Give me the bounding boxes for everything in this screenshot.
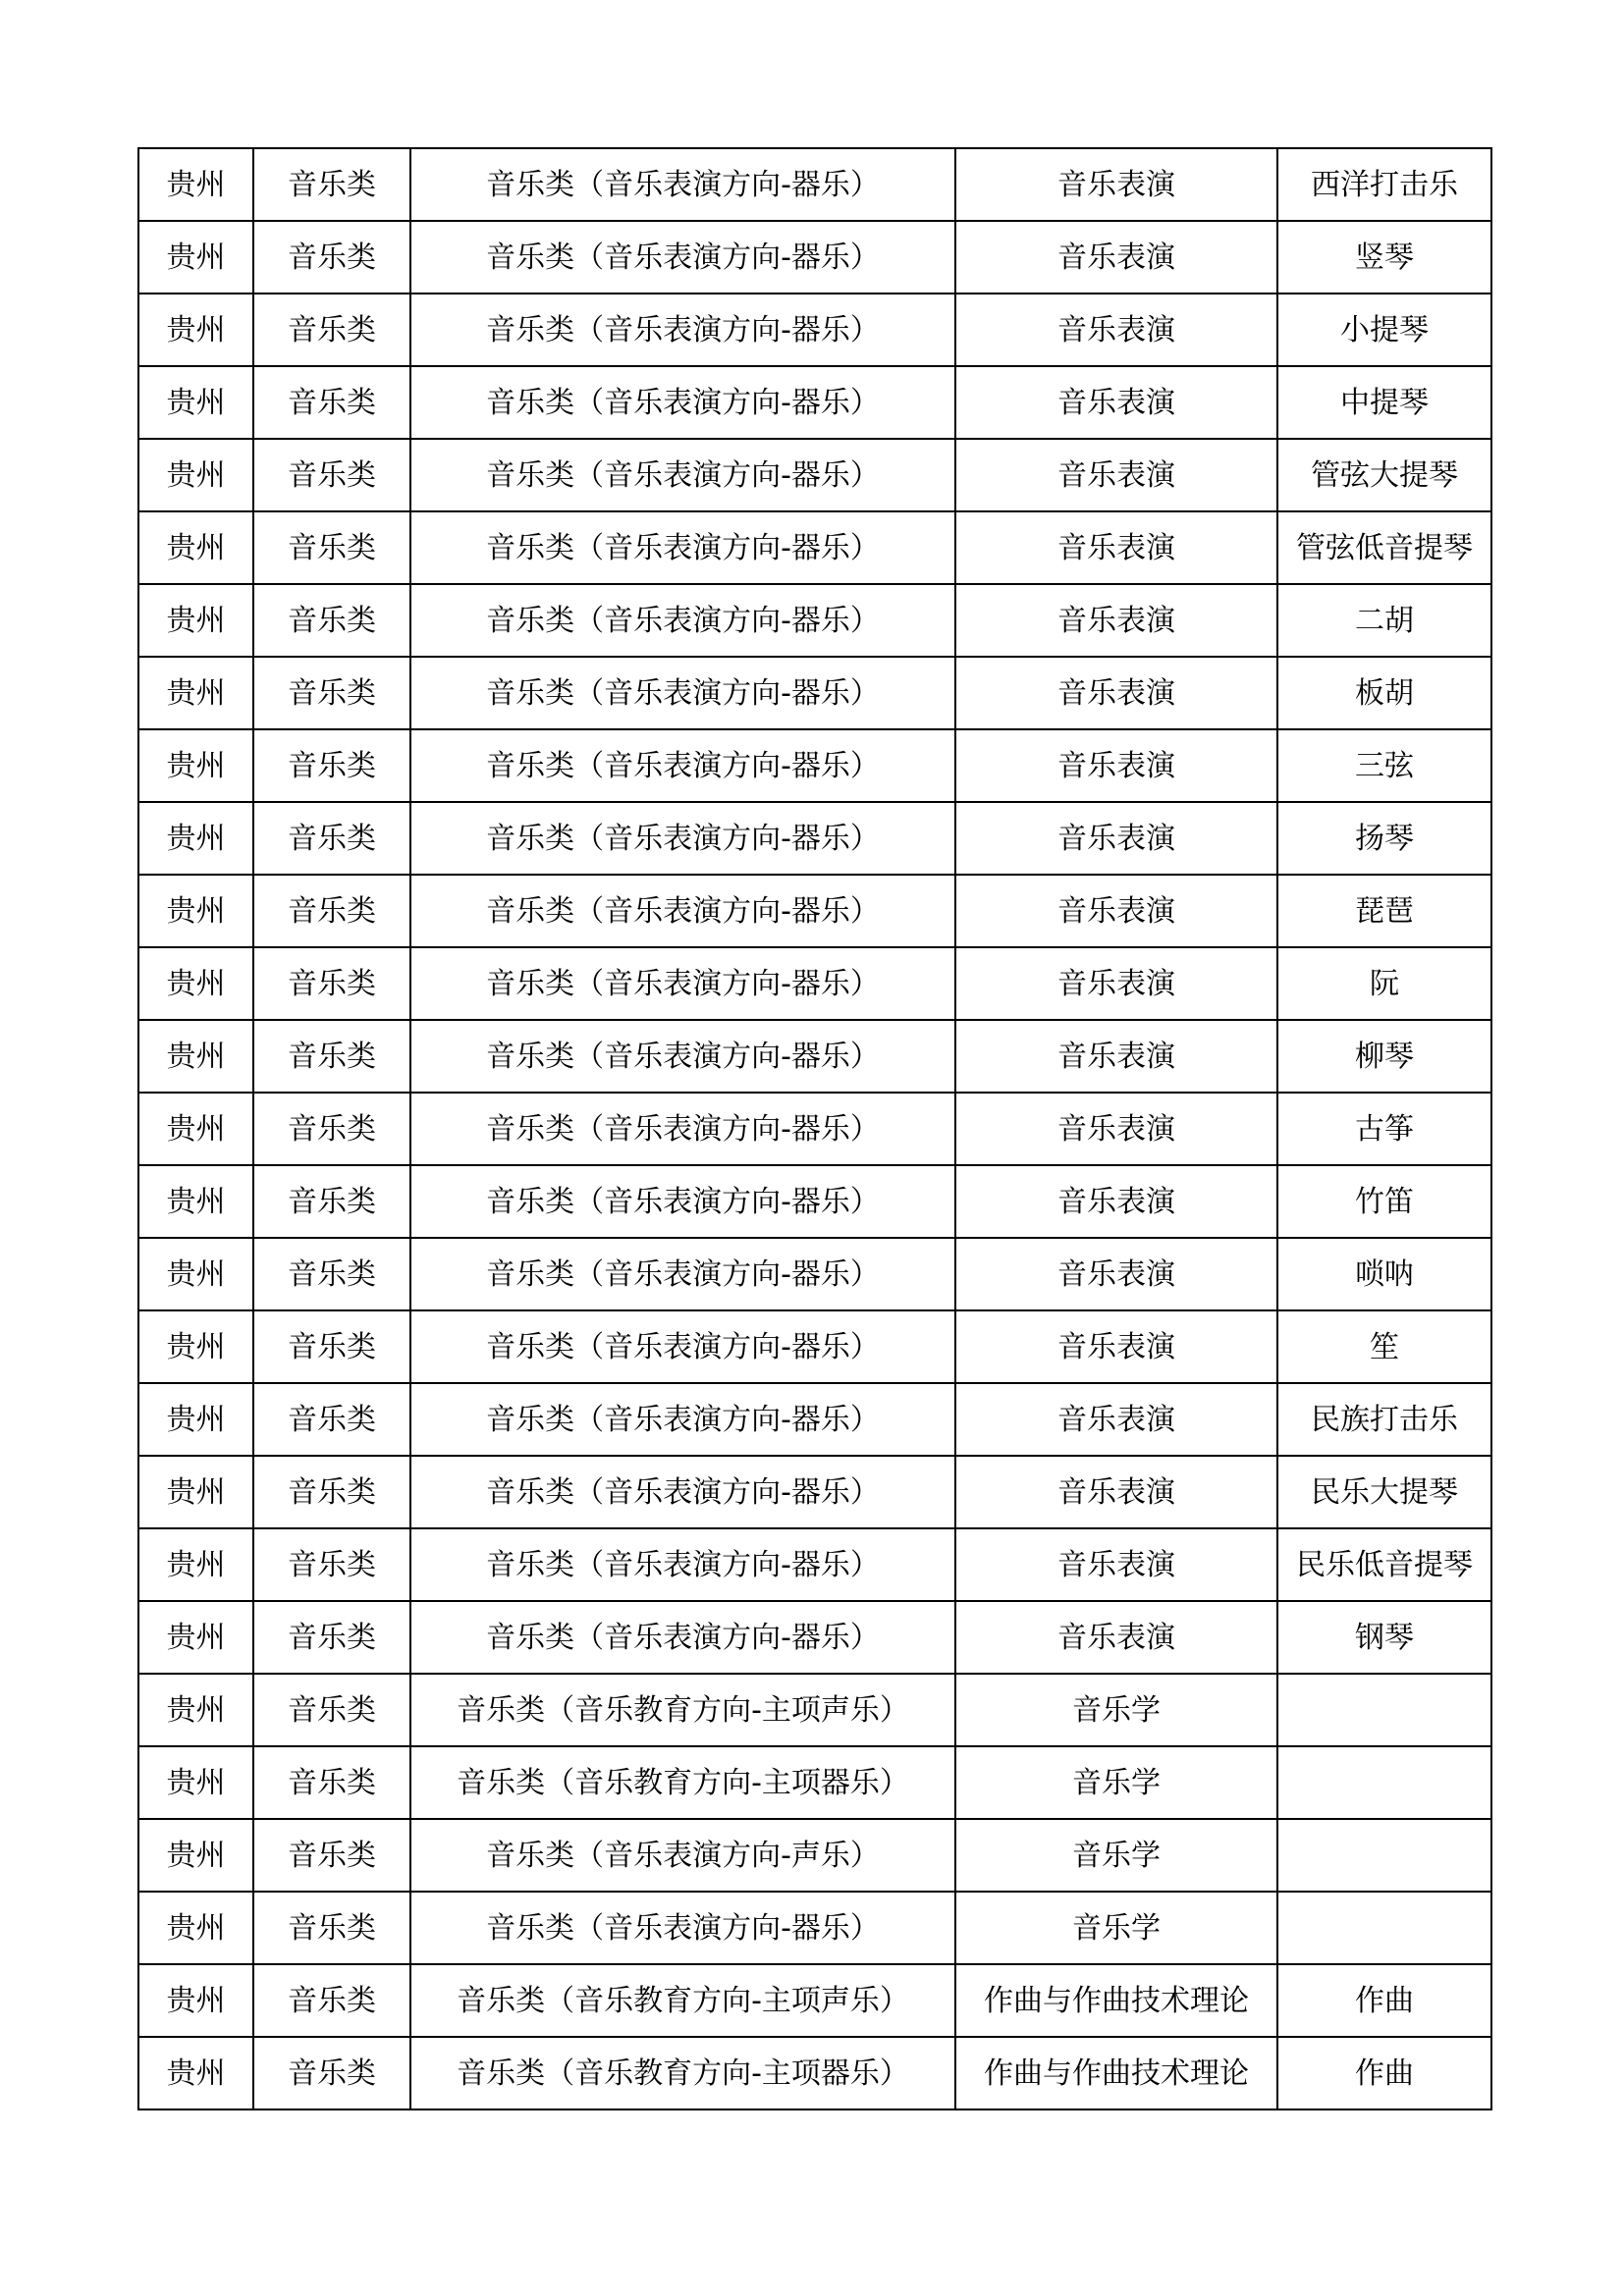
table-row <box>138 1456 1491 1528</box>
category-cell: 音乐类 <box>253 1746 410 1819</box>
table-row <box>138 1238 1491 1310</box>
table-row <box>138 1819 1491 1892</box>
major-cell: 音乐学 <box>955 1746 1277 1819</box>
exam-type-cell: 音乐类（音乐表演方向-器乐） <box>410 511 955 584</box>
table-row <box>138 294 1491 366</box>
province-cell: 贵州 <box>138 1238 253 1310</box>
table-row <box>138 1528 1491 1601</box>
province-cell: 贵州 <box>138 1674 253 1746</box>
exam-type-cell: 音乐类（音乐表演方向-器乐） <box>410 1601 955 1674</box>
major-cell: 音乐表演 <box>955 1601 1277 1674</box>
direction-cell: 民乐大提琴 <box>1277 1456 1491 1528</box>
exam-type-cell: 音乐类（音乐表演方向-器乐） <box>410 1093 955 1165</box>
province-cell: 贵州 <box>138 947 253 1020</box>
exam-type-cell: 音乐类（音乐教育方向-主项器乐） <box>410 1746 955 1819</box>
major-cell: 音乐表演 <box>955 511 1277 584</box>
major-cell: 音乐表演 <box>955 729 1277 802</box>
direction-cell: 民族打击乐 <box>1277 1383 1491 1456</box>
major-cell: 音乐学 <box>955 1674 1277 1746</box>
province-cell: 贵州 <box>138 1819 253 1892</box>
direction-cell <box>1277 1892 1491 1964</box>
direction-cell: 管弦低音提琴 <box>1277 511 1491 584</box>
major-cell: 音乐表演 <box>955 294 1277 366</box>
exam-type-cell: 音乐类（音乐表演方向-器乐） <box>410 1383 955 1456</box>
table-row <box>138 1383 1491 1456</box>
direction-cell: 笙 <box>1277 1310 1491 1383</box>
table-row <box>138 221 1491 294</box>
table-row <box>138 511 1491 584</box>
province-cell: 贵州 <box>138 875 253 947</box>
exam-type-cell: 音乐类（音乐表演方向-器乐） <box>410 221 955 294</box>
province-cell: 贵州 <box>138 657 253 729</box>
direction-cell: 小提琴 <box>1277 294 1491 366</box>
direction-cell: 民乐低音提琴 <box>1277 1528 1491 1601</box>
table-row <box>138 657 1491 729</box>
major-cell: 音乐学 <box>955 1892 1277 1964</box>
province-cell: 贵州 <box>138 1892 253 1964</box>
major-cell: 音乐表演 <box>955 657 1277 729</box>
major-cell: 作曲与作曲技术理论 <box>955 1964 1277 2037</box>
direction-cell: 西洋打击乐 <box>1277 148 1491 221</box>
category-cell: 音乐类 <box>253 875 410 947</box>
exam-type-cell: 音乐类（音乐表演方向-器乐） <box>410 657 955 729</box>
major-cell: 音乐表演 <box>955 366 1277 439</box>
direction-cell <box>1277 1819 1491 1892</box>
major-cell: 音乐表演 <box>955 1383 1277 1456</box>
direction-cell: 中提琴 <box>1277 366 1491 439</box>
table-row <box>138 1093 1491 1165</box>
category-cell: 音乐类 <box>253 657 410 729</box>
table-row <box>138 1020 1491 1093</box>
exam-type-cell: 音乐类（音乐表演方向-器乐） <box>410 294 955 366</box>
direction-cell: 钢琴 <box>1277 1601 1491 1674</box>
major-cell: 音乐表演 <box>955 875 1277 947</box>
exam-type-cell: 音乐类（音乐表演方向-器乐） <box>410 366 955 439</box>
province-cell: 贵州 <box>138 802 253 875</box>
category-cell: 音乐类 <box>253 947 410 1020</box>
province-cell: 贵州 <box>138 1165 253 1238</box>
category-cell: 音乐类 <box>253 1601 410 1674</box>
province-cell: 贵州 <box>138 729 253 802</box>
direction-cell: 三弦 <box>1277 729 1491 802</box>
direction-cell: 板胡 <box>1277 657 1491 729</box>
category-cell: 音乐类 <box>253 221 410 294</box>
major-cell: 音乐表演 <box>955 1020 1277 1093</box>
table-row <box>138 1601 1491 1674</box>
exam-type-cell: 音乐类（音乐表演方向-器乐） <box>410 1165 955 1238</box>
exam-type-cell: 音乐类（音乐表演方向-器乐） <box>410 1456 955 1528</box>
category-cell: 音乐类 <box>253 1093 410 1165</box>
major-cell: 音乐表演 <box>955 947 1277 1020</box>
category-cell: 音乐类 <box>253 1819 410 1892</box>
major-cell: 音乐表演 <box>955 221 1277 294</box>
table-row <box>138 1674 1491 1746</box>
category-cell: 音乐类 <box>253 1383 410 1456</box>
exam-type-cell: 音乐类（音乐表演方向-器乐） <box>410 802 955 875</box>
category-cell: 音乐类 <box>253 1238 410 1310</box>
category-cell: 音乐类 <box>253 294 410 366</box>
exam-type-cell: 音乐类（音乐表演方向-器乐） <box>410 148 955 221</box>
direction-cell: 作曲 <box>1277 2037 1491 2109</box>
direction-cell: 扬琴 <box>1277 802 1491 875</box>
exam-type-cell: 音乐类（音乐表演方向-器乐） <box>410 947 955 1020</box>
category-cell: 音乐类 <box>253 366 410 439</box>
table-row <box>138 729 1491 802</box>
category-cell: 音乐类 <box>253 1892 410 1964</box>
table-row <box>138 1892 1491 1964</box>
major-cell: 音乐表演 <box>955 148 1277 221</box>
table-row <box>138 1165 1491 1238</box>
exam-type-cell: 音乐类（音乐表演方向-器乐） <box>410 729 955 802</box>
direction-cell <box>1277 1674 1491 1746</box>
category-cell: 音乐类 <box>253 511 410 584</box>
province-cell: 贵州 <box>138 1746 253 1819</box>
major-cell: 作曲与作曲技术理论 <box>955 2037 1277 2109</box>
province-cell: 贵州 <box>138 1093 253 1165</box>
table-row <box>138 1310 1491 1383</box>
direction-cell: 竖琴 <box>1277 221 1491 294</box>
direction-cell: 竹笛 <box>1277 1165 1491 1238</box>
province-cell: 贵州 <box>138 584 253 657</box>
category-cell: 音乐类 <box>253 1964 410 2037</box>
major-cell: 音乐表演 <box>955 1238 1277 1310</box>
direction-cell: 古筝 <box>1277 1093 1491 1165</box>
exam-type-cell: 音乐类（音乐表演方向-器乐） <box>410 439 955 511</box>
table-row <box>138 875 1491 947</box>
category-cell: 音乐类 <box>253 1020 410 1093</box>
province-cell: 贵州 <box>138 148 253 221</box>
province-cell: 贵州 <box>138 1528 253 1601</box>
category-cell: 音乐类 <box>253 439 410 511</box>
province-cell: 贵州 <box>138 1383 253 1456</box>
direction-cell: 阮 <box>1277 947 1491 1020</box>
category-cell: 音乐类 <box>253 729 410 802</box>
major-cell: 音乐表演 <box>955 1456 1277 1528</box>
exam-type-cell: 音乐类（音乐表演方向-器乐） <box>410 1310 955 1383</box>
table-row <box>138 947 1491 1020</box>
direction-cell: 作曲 <box>1277 1964 1491 2037</box>
table-row <box>138 366 1491 439</box>
table-row <box>138 2037 1491 2109</box>
major-cell: 音乐表演 <box>955 1165 1277 1238</box>
province-cell: 贵州 <box>138 1601 253 1674</box>
category-cell: 音乐类 <box>253 1674 410 1746</box>
category-cell: 音乐类 <box>253 148 410 221</box>
category-cell: 音乐类 <box>253 1456 410 1528</box>
province-cell: 贵州 <box>138 1310 253 1383</box>
exam-type-cell: 音乐类（音乐表演方向-器乐） <box>410 1892 955 1964</box>
category-cell: 音乐类 <box>253 1310 410 1383</box>
major-cell: 音乐表演 <box>955 439 1277 511</box>
major-cell: 音乐表演 <box>955 802 1277 875</box>
province-cell: 贵州 <box>138 294 253 366</box>
province-cell: 贵州 <box>138 1456 253 1528</box>
exam-type-cell: 音乐类（音乐表演方向-器乐） <box>410 1238 955 1310</box>
exam-type-cell: 音乐类（音乐表演方向-器乐） <box>410 875 955 947</box>
direction-cell: 管弦大提琴 <box>1277 439 1491 511</box>
major-cell: 音乐表演 <box>955 1528 1277 1601</box>
exam-type-cell: 音乐类（音乐表演方向-器乐） <box>410 584 955 657</box>
province-cell: 贵州 <box>138 1020 253 1093</box>
exam-type-cell: 音乐类（音乐表演方向-器乐） <box>410 1020 955 1093</box>
province-cell: 贵州 <box>138 221 253 294</box>
province-cell: 贵州 <box>138 1964 253 2037</box>
direction-cell <box>1277 1746 1491 1819</box>
category-cell: 音乐类 <box>253 802 410 875</box>
category-cell: 音乐类 <box>253 1165 410 1238</box>
category-cell: 音乐类 <box>253 584 410 657</box>
table-row <box>138 148 1491 221</box>
exam-type-cell: 音乐类（音乐表演方向-器乐） <box>410 1528 955 1601</box>
province-cell: 贵州 <box>138 511 253 584</box>
major-cell: 音乐表演 <box>955 1093 1277 1165</box>
direction-cell: 琵琶 <box>1277 875 1491 947</box>
table-body <box>138 148 1491 2109</box>
major-cell: 音乐表演 <box>955 1310 1277 1383</box>
category-cell: 音乐类 <box>253 2037 410 2109</box>
table-row <box>138 584 1491 657</box>
table-row <box>138 802 1491 875</box>
exam-type-cell: 音乐类（音乐教育方向-主项器乐） <box>410 2037 955 2109</box>
direction-cell: 唢呐 <box>1277 1238 1491 1310</box>
direction-cell: 柳琴 <box>1277 1020 1491 1093</box>
province-cell: 贵州 <box>138 366 253 439</box>
exam-type-cell: 音乐类（音乐教育方向-主项声乐） <box>410 1674 955 1746</box>
province-cell: 贵州 <box>138 2037 253 2109</box>
exam-type-cell: 音乐类（音乐表演方向-声乐） <box>410 1819 955 1892</box>
table-row <box>138 439 1491 511</box>
exam-type-cell: 音乐类（音乐教育方向-主项声乐） <box>410 1964 955 2037</box>
admissions-table <box>137 147 1492 2110</box>
table-row <box>138 1964 1491 2037</box>
direction-cell: 二胡 <box>1277 584 1491 657</box>
table-row <box>138 1746 1491 1819</box>
province-cell: 贵州 <box>138 439 253 511</box>
category-cell: 音乐类 <box>253 1528 410 1601</box>
major-cell: 音乐学 <box>955 1819 1277 1892</box>
major-cell: 音乐表演 <box>955 584 1277 657</box>
